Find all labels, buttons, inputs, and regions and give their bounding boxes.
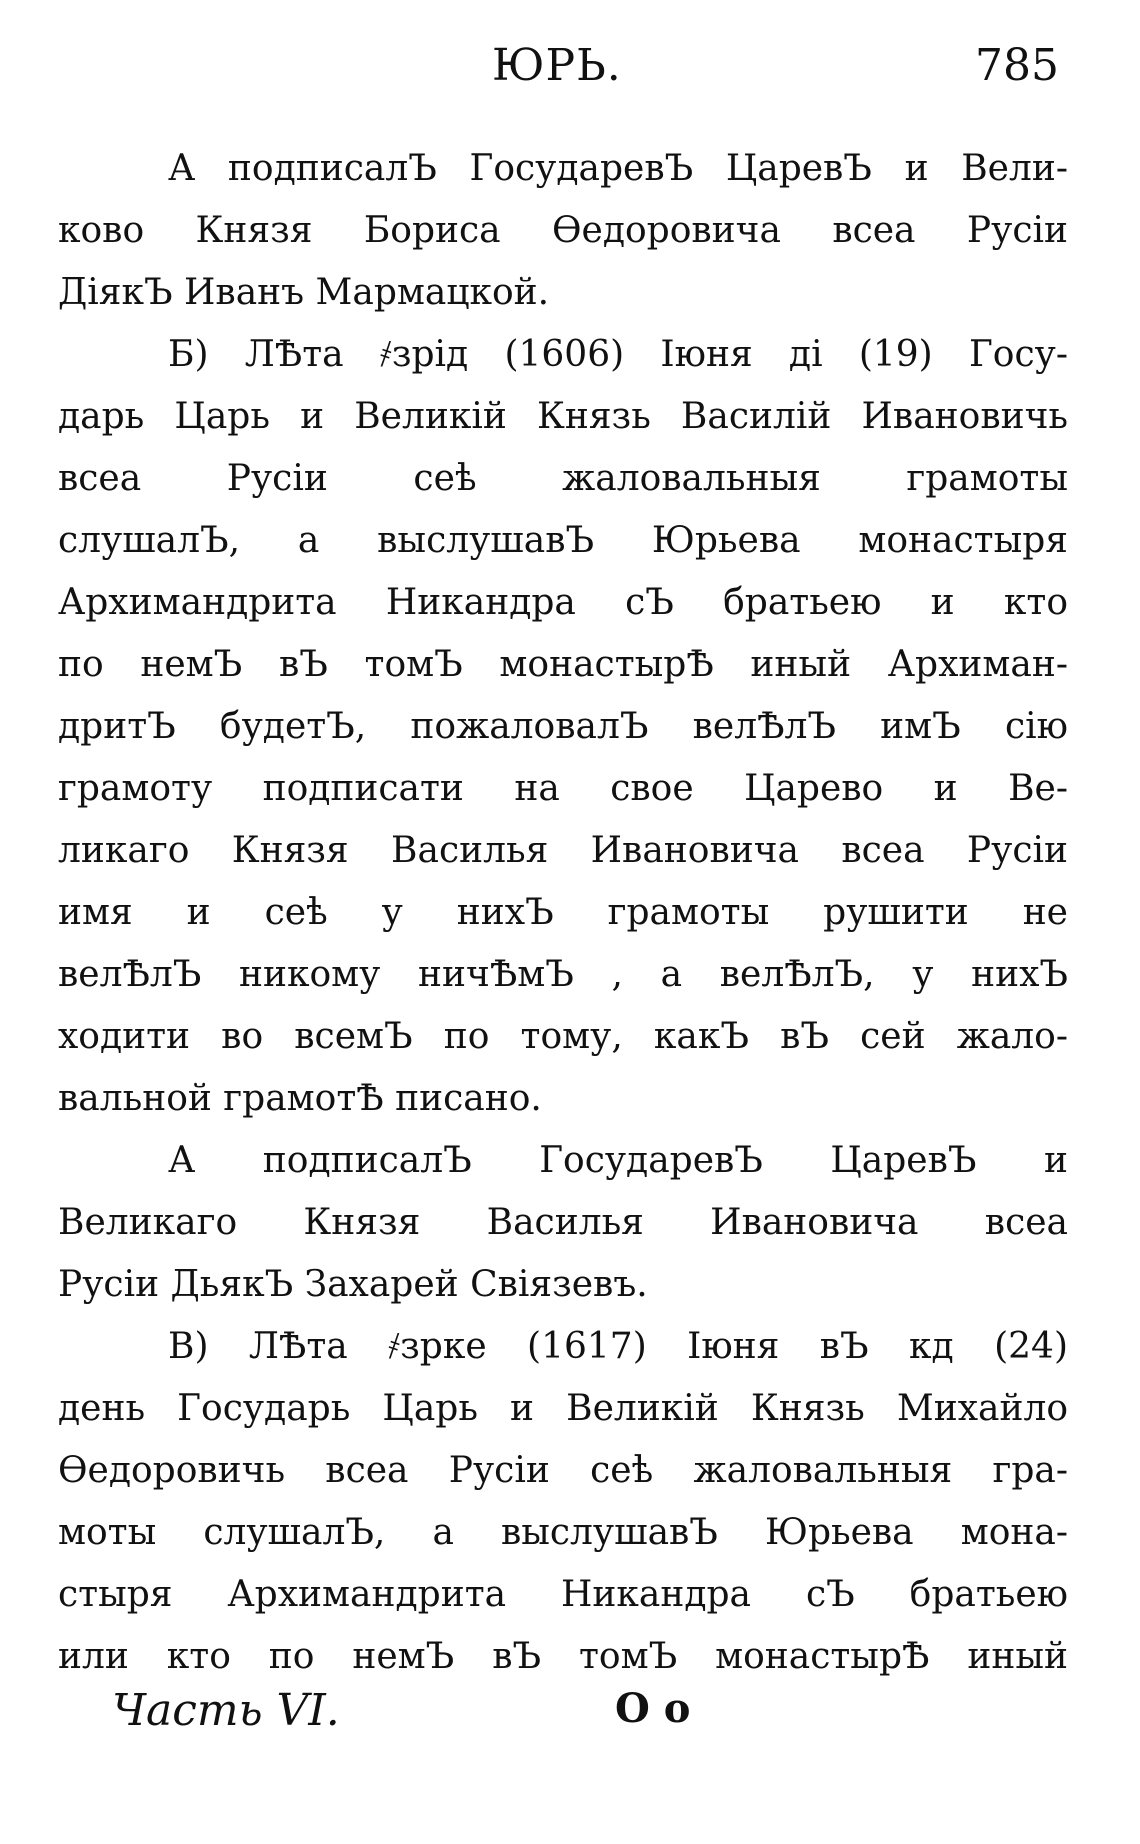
running-header: ЮРЬ. [492, 40, 622, 91]
text-body [58, 138, 1068, 1688]
text-line: А подписалЪ ГосударевЪ ЦаревЪ и [168, 1140, 1068, 1181]
signature-mark: Часть VI. [112, 1685, 340, 1736]
text-line: Великаго Князя Василья Ивановича всеа [58, 1202, 1068, 1243]
text-line: Б) ЛѢта ҂зрід (1606) Іюня ді (19) Госу- [168, 334, 1068, 375]
text-line: стыря Архимандрита Никандра сЪ братьею [58, 1574, 1068, 1615]
text-line: Өедоровичь всеа Русіи сеѣ жаловальныя гра- [58, 1450, 1068, 1491]
text-line: А подписалЪ ГосударевЪ ЦаревЪ и Вели- [168, 148, 1068, 189]
text-line: ково Князя Бориса Өедоровича всеа Русіи [58, 210, 1068, 251]
text-line: дритЪ будетЪ, пожаловалЪ велѢлЪ имЪ сію [58, 706, 1068, 747]
page-number: 785 [975, 40, 1059, 91]
text-line: вальной грамотѢ писано. [58, 1078, 542, 1119]
text-line: ликаго Князя Василья Ивановича всеа Русіи [58, 830, 1068, 871]
text-line: или кто по немЪ вЪ томЪ монастырѢ иный [58, 1636, 1068, 1677]
text-line: день Государь Царь и Великій Князь Михайло [58, 1388, 1068, 1429]
text-line: моты слушалЪ, а выслушавЪ Юрьева мона- [58, 1512, 1068, 1553]
text-line: слушалЪ, а выслушавЪ Юрьева монастыря [58, 520, 1068, 561]
text-line: ходити во всемЪ по тому, какЪ вЪ сей жало- [58, 1016, 1068, 1057]
text-line: грамоту подписати на свое Царево и Ве- [58, 768, 1068, 809]
gathering-mark: О о [615, 1685, 691, 1732]
text-line: по немЪ вЪ томЪ монастырѢ иный Архиман- [58, 644, 1068, 685]
text-line: всеа Русіи сеѣ жаловальныя грамоты [58, 458, 1068, 499]
text-line: В) ЛѢта ҂зрке (1617) Іюня вЪ кд (24) [168, 1326, 1068, 1367]
text-line: Русіи ДьякЪ Захарей Свіязевъ. [58, 1264, 648, 1305]
text-line: велѢлЪ никому ничѢмЪ , а велѢлЪ, у нихЪ [58, 954, 1068, 995]
text-line: имя и сеѣ у нихЪ грамоты рушити не [58, 892, 1068, 933]
text-line: дарь Царь и Великій Князь Василій Ивановичь [58, 396, 1068, 437]
text-line: ДіякЪ Иванъ Мармацкой. [58, 272, 550, 313]
text-line: Архимандрита Никандра сЪ братьею и кто [58, 582, 1068, 623]
